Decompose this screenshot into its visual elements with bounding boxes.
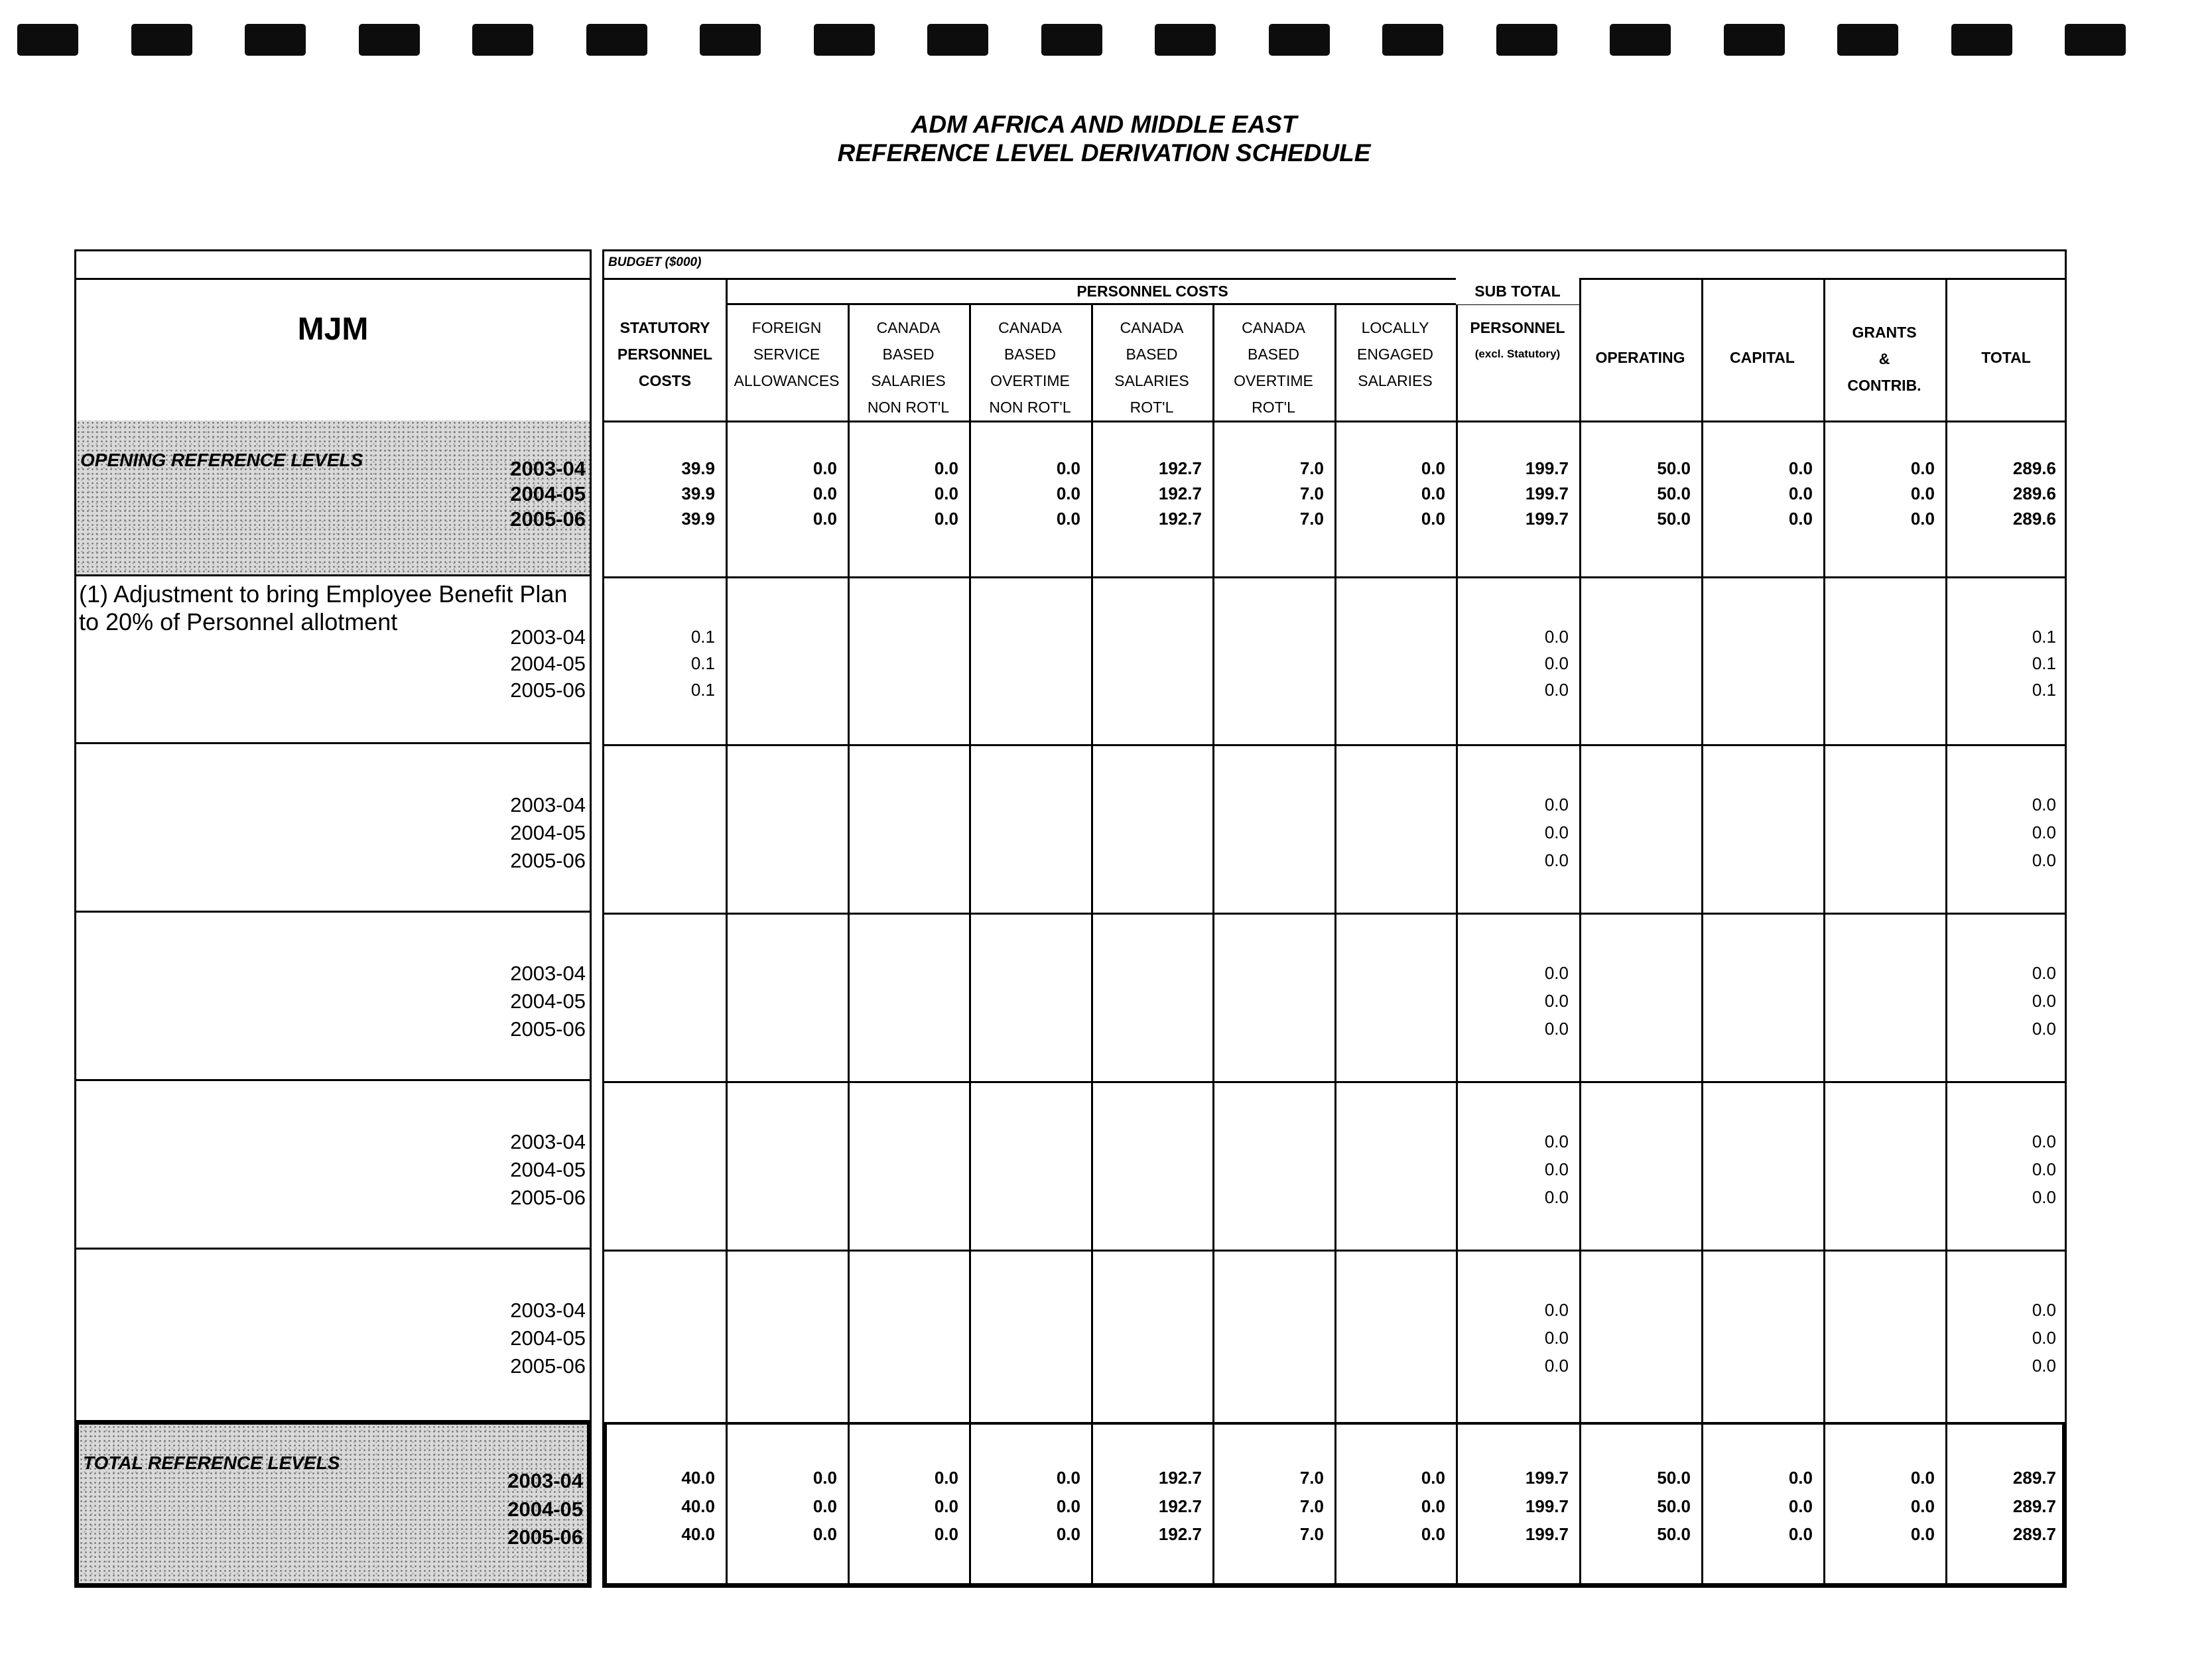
- perforation-mark: [1041, 24, 1102, 56]
- year-label: 2005-06: [510, 507, 586, 531]
- cell-value: 0.0: [2032, 1356, 2056, 1376]
- column-header-line: CANADA: [1120, 319, 1184, 336]
- year-label: 2003-04: [510, 625, 586, 649]
- column-header-line: ROT'L: [1252, 399, 1295, 416]
- year-label: 2003-04: [510, 962, 586, 985]
- cell-value: 0.0: [934, 1468, 958, 1488]
- year-label: 2003-04: [507, 1469, 583, 1492]
- column-header: [604, 314, 726, 394]
- cell-value: 199.7: [1525, 484, 1569, 503]
- cell-value: 40.0: [681, 1496, 715, 1516]
- cell-value: 0.0: [1421, 1468, 1445, 1488]
- cell-value: 0.0: [1544, 991, 1569, 1011]
- column-header-line: OVERTIME: [1234, 372, 1313, 389]
- cell-value: 0.0: [1421, 484, 1445, 503]
- column-header-line: BASED: [882, 346, 935, 363]
- cell-value: 192.7: [1158, 509, 1202, 529]
- column-header: [1456, 314, 1579, 367]
- cell-value: 0.0: [812, 1468, 837, 1488]
- cell-value: 0.0: [1056, 1496, 1080, 1516]
- cell-value: 289.6: [2012, 509, 2056, 529]
- cell-value: 0.0: [1056, 1524, 1080, 1544]
- cell-value: 39.9: [681, 509, 715, 529]
- adjustment-section: [76, 744, 590, 913]
- cell-value: 0.0: [1544, 1019, 1569, 1039]
- row-labels-panel: [74, 249, 592, 1588]
- cell-value: 50.0: [1657, 509, 1691, 529]
- cell-value: 7.0: [1299, 1468, 1324, 1488]
- grid-line: [1701, 278, 1703, 1422]
- cell-value: 0.1: [2032, 627, 2056, 647]
- year-label: 2003-04: [510, 1130, 586, 1153]
- cell-value: 0.0: [1788, 1524, 1813, 1544]
- cell-value: 0.0: [1421, 1524, 1445, 1544]
- opening-section: [76, 420, 590, 576]
- cell-value: 0.0: [1788, 1468, 1813, 1488]
- year-label: 2004-05: [510, 1326, 586, 1350]
- cell-value: 40.0: [681, 1468, 715, 1488]
- cell-value: 0.0: [1544, 1356, 1569, 1376]
- cell-value: 0.0: [934, 509, 958, 529]
- column-header-line: CAPITAL: [1730, 349, 1795, 366]
- cell-value: 50.0: [1657, 484, 1691, 503]
- column-header: [1701, 344, 1823, 371]
- year-label: 2005-06: [510, 1186, 586, 1209]
- cell-value: 0.0: [2032, 1159, 2056, 1179]
- cell-value: 0.0: [1056, 1468, 1080, 1488]
- year-label: 2005-06: [507, 1525, 583, 1549]
- adjustment-section: [76, 1250, 590, 1422]
- title-line-2: REFERENCE LEVEL DERIVATION SCHEDULE: [837, 139, 1371, 166]
- perforation-mark: [2065, 24, 2126, 56]
- column-header-line: STATUTORY: [619, 319, 710, 336]
- personnel-costs-header: PERSONNEL COSTS: [1076, 283, 1228, 300]
- cell-value: 7.0: [1299, 1524, 1324, 1544]
- cell-value: 7.0: [1299, 458, 1324, 478]
- adjustment-section: [76, 576, 590, 744]
- cell-value: 199.7: [1525, 1468, 1569, 1488]
- opening-label: OPENING REFERENCE LEVELS: [80, 450, 363, 470]
- cell-value: 0.0: [2032, 991, 2056, 1011]
- grid-line: [1579, 278, 1581, 1422]
- cell-value: 0.0: [812, 1524, 837, 1544]
- cell-value: 0.0: [1056, 484, 1080, 503]
- cell-value: 0.0: [1544, 1300, 1569, 1320]
- column-header: [726, 314, 848, 394]
- budget-table: [602, 249, 2067, 1588]
- cell-value: 0.1: [690, 680, 715, 700]
- cell-value: 289.7: [2012, 1496, 2056, 1516]
- column-header-line: LOCALLY: [1361, 319, 1429, 336]
- column-header: [969, 314, 1091, 420]
- year-label: 2005-06: [510, 678, 586, 702]
- perforation-mark: [131, 24, 192, 56]
- cell-value: 0.0: [1910, 1468, 1935, 1488]
- cell-value: 7.0: [1299, 1496, 1324, 1516]
- year-label: 2004-05: [510, 821, 586, 844]
- perforation-mark: [245, 24, 306, 56]
- column-header-line: PERSONNEL: [1470, 319, 1565, 336]
- column-header-line: SALARIES: [871, 372, 946, 389]
- cell-value: 7.0: [1299, 484, 1324, 503]
- grid-line: [1823, 278, 1825, 1422]
- cell-value: 192.7: [1158, 1496, 1202, 1516]
- cell-value: 0.1: [690, 627, 715, 647]
- year-label: 2005-06: [510, 1017, 586, 1041]
- adjustment-section: [76, 913, 590, 1081]
- cell-value: 39.9: [681, 484, 715, 503]
- perforation-mark: [1837, 24, 1898, 56]
- column-header-line: BASED: [1248, 346, 1299, 363]
- cell-value: 0.0: [1544, 963, 1569, 983]
- cell-value: 0.0: [1544, 680, 1569, 700]
- column-header-line: SERVICE: [753, 346, 820, 363]
- column-header-line: OVERTIME: [990, 372, 1070, 389]
- cell-value: 0.0: [2032, 850, 2056, 870]
- perforation-mark: [586, 24, 647, 56]
- cell-value: 0.0: [934, 1496, 958, 1516]
- cell-value: 0.0: [1910, 509, 1935, 529]
- left-blank-header: [76, 251, 590, 280]
- column-header: [848, 314, 969, 420]
- column-header-line: ALLOWANCES: [734, 372, 840, 389]
- perforation-mark: [1496, 24, 1557, 56]
- column-header-line: &: [1878, 350, 1890, 367]
- year-label: 2003-04: [510, 1299, 586, 1322]
- cell-value: 0.0: [2032, 1328, 2056, 1348]
- column-header: [1334, 314, 1456, 394]
- cell-value: 0.0: [1544, 627, 1569, 647]
- cell-value: 0.0: [1788, 484, 1813, 503]
- cell-value: 0.0: [1544, 1187, 1569, 1207]
- column-header-line: CANADA: [998, 319, 1062, 336]
- total-section-frame: [604, 1422, 2065, 1586]
- cell-value: 40.0: [681, 1524, 715, 1544]
- column-header-line: ENGAGED: [1356, 346, 1434, 363]
- subtotal-header: SUB TOTAL: [1456, 278, 1579, 304]
- cell-value: 0.0: [1421, 458, 1445, 478]
- cell-value: 0.0: [1788, 1496, 1813, 1516]
- perforation-mark: [814, 24, 875, 56]
- cell-value: 0.0: [1788, 458, 1813, 478]
- year-label: 2003-04: [510, 457, 586, 480]
- cell-value: 0.0: [1788, 509, 1813, 529]
- cell-value: 0.0: [812, 484, 837, 503]
- column-header-line: GRANTS: [1852, 324, 1917, 341]
- column-header: [1579, 344, 1701, 371]
- perforation-mark: [1382, 24, 1443, 56]
- cell-value: 289.6: [2012, 484, 2056, 503]
- title-line-1: ADM AFRICA AND MIDDLE EAST: [911, 111, 1297, 138]
- cell-value: 0.0: [1056, 458, 1080, 478]
- column-header-line: SALARIES: [1114, 372, 1189, 389]
- cell-value: 192.7: [1158, 458, 1202, 478]
- cell-value: 192.7: [1158, 484, 1202, 503]
- year-label: 2004-05: [510, 1158, 586, 1181]
- year-label: 2004-05: [510, 652, 586, 675]
- year-label: 2004-05: [507, 1498, 583, 1521]
- cell-value: 0.0: [1544, 1328, 1569, 1348]
- cell-value: 0.0: [1056, 509, 1080, 529]
- adjustment-label: (1) Adjustment to bring Employee Benefit Plan to 20% of Personnel allotment: [79, 580, 568, 635]
- perforation-mark: [1610, 24, 1671, 56]
- total-label: TOTAL REFERENCE LEVELS: [83, 1453, 340, 1473]
- column-header-line: CANADA: [1242, 319, 1305, 336]
- cell-value: 0.0: [812, 1496, 837, 1516]
- column-header-line: SALARIES: [1358, 372, 1433, 389]
- cell-value: 0.0: [1544, 1131, 1569, 1151]
- perforation-mark: [1951, 24, 2012, 56]
- column-header: [1091, 314, 1212, 420]
- perforation-mark: [17, 24, 78, 56]
- cell-value: 0.0: [2032, 1019, 2056, 1039]
- cell-value: 192.7: [1158, 1468, 1202, 1488]
- cell-value: 199.7: [1525, 458, 1569, 478]
- cell-value: 199.7: [1525, 1496, 1569, 1516]
- cell-value: 0.0: [1910, 1524, 1935, 1544]
- cell-value: 0.0: [2032, 1187, 2056, 1207]
- column-header-line: CONTRIB.: [1847, 377, 1921, 394]
- page-title: [0, 110, 2208, 167]
- column-header: [1212, 314, 1334, 420]
- column-header-line: NON ROT'L: [867, 399, 950, 416]
- column-header-line: PERSONNEL: [617, 346, 713, 363]
- column-header-line: ROT'L: [1130, 399, 1174, 416]
- cell-value: 0.0: [934, 458, 958, 478]
- perforation-mark: [927, 24, 988, 56]
- year-label: 2003-04: [510, 793, 586, 816]
- cell-value: 199.7: [1525, 509, 1569, 529]
- year-label: 2005-06: [510, 849, 586, 872]
- cell-value: 7.0: [1299, 509, 1324, 529]
- cell-value: 0.0: [1544, 1159, 1569, 1179]
- adjustment-section: [76, 1081, 590, 1250]
- cell-value: 0.0: [2032, 1131, 2056, 1151]
- cell-value: 39.9: [681, 458, 715, 478]
- cell-value: 0.0: [2032, 795, 2056, 814]
- cell-value: 0.0: [812, 509, 837, 529]
- perforation-strip: [0, 0, 2208, 60]
- year-label: 2005-06: [510, 1354, 586, 1378]
- cell-value: 192.7: [1158, 1524, 1202, 1544]
- column-header-line: BASED: [1126, 346, 1178, 363]
- cell-value: 50.0: [1657, 458, 1691, 478]
- column-header-line: CANADA: [876, 319, 941, 336]
- mission-code: MJM: [297, 312, 369, 347]
- cell-value: 289.6: [2012, 458, 2056, 478]
- cell-value: 0.1: [690, 653, 715, 673]
- grid-line: [726, 278, 728, 1422]
- column-header-line: NON ROT'L: [989, 399, 1071, 416]
- perforation-mark: [1724, 24, 1785, 56]
- cell-value: 0.0: [1544, 653, 1569, 673]
- cell-value: 0.0: [934, 1524, 958, 1544]
- cell-value: 0.0: [1544, 850, 1569, 870]
- cell-value: 0.0: [1421, 509, 1445, 529]
- perforation-mark: [1269, 24, 1330, 56]
- cell-value: 0.0: [934, 484, 958, 503]
- cell-value: 0.1: [2032, 653, 2056, 673]
- mission-header: [76, 278, 590, 426]
- cell-value: 0.0: [812, 458, 837, 478]
- cell-value: 0.1: [2032, 680, 2056, 700]
- cell-value: 50.0: [1657, 1468, 1691, 1488]
- cell-value: 0.0: [1910, 484, 1935, 503]
- cell-value: 0.0: [1544, 822, 1569, 842]
- cell-value: 289.7: [2012, 1524, 2056, 1544]
- cell-value: 289.7: [2012, 1468, 2056, 1488]
- year-label: 2004-05: [510, 482, 586, 505]
- perforation-mark: [359, 24, 420, 56]
- column-header-line: (excl. Statutory): [1474, 348, 1561, 360]
- cell-value: 199.7: [1525, 1524, 1569, 1544]
- perforation-mark: [1155, 24, 1216, 56]
- budget-label: BUDGET ($000): [608, 255, 702, 269]
- cell-value: 0.0: [1544, 795, 1569, 814]
- cell-value: 0.0: [2032, 822, 2056, 842]
- cell-value: 0.0: [1421, 1496, 1445, 1516]
- cell-value: 50.0: [1657, 1524, 1691, 1544]
- perforation-mark: [700, 24, 761, 56]
- column-header-line: COSTS: [638, 372, 692, 389]
- column-header-line: FOREIGN: [751, 319, 822, 336]
- perforation-mark: [472, 24, 533, 56]
- year-label: 2004-05: [510, 990, 586, 1013]
- cell-value: 0.0: [1910, 1496, 1935, 1516]
- column-header-line: OPERATING: [1595, 349, 1685, 366]
- cell-value: 0.0: [2032, 963, 2056, 983]
- cell-value: 0.0: [1910, 458, 1935, 478]
- cell-value: 50.0: [1657, 1496, 1691, 1516]
- column-header-line: TOTAL: [1981, 349, 2031, 366]
- cell-value: 0.0: [2032, 1300, 2056, 1320]
- column-header: [1945, 344, 2067, 371]
- column-header-line: BASED: [1004, 346, 1056, 363]
- column-header: [1823, 319, 1945, 399]
- total-section: [76, 1422, 590, 1586]
